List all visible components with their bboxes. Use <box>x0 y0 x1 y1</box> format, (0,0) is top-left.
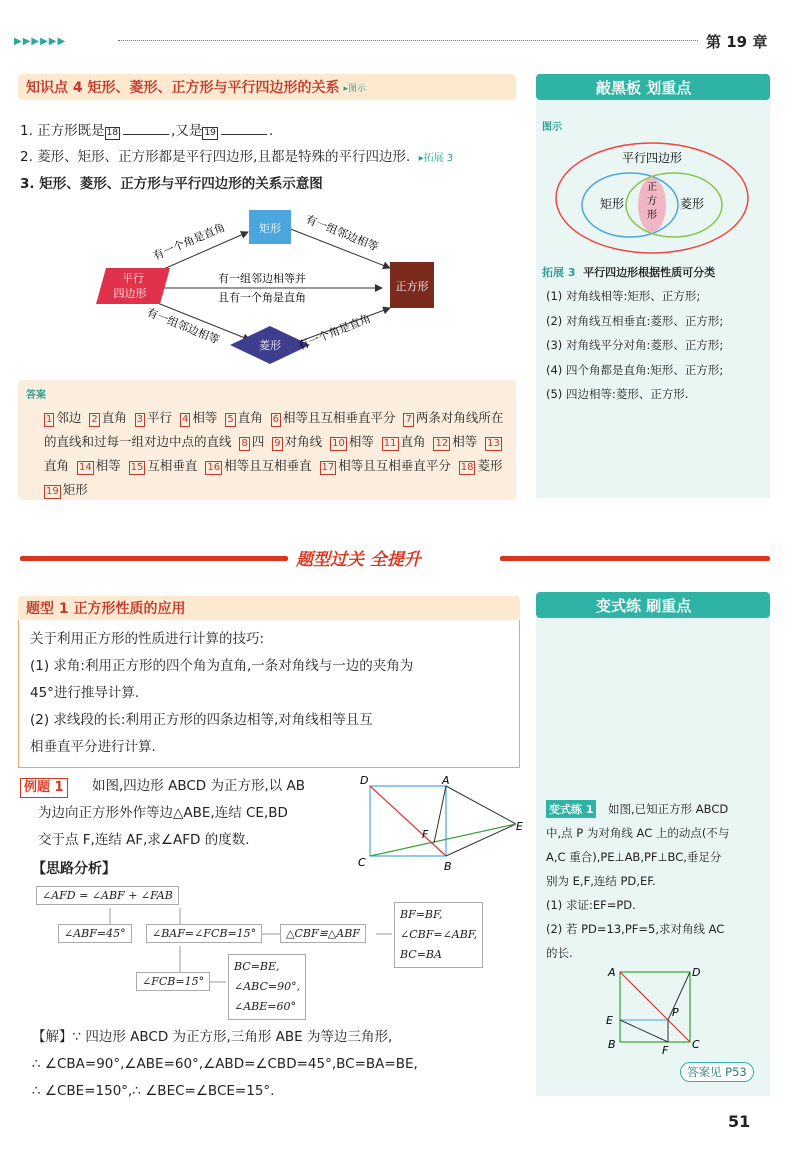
blank-18[interactable] <box>123 134 169 135</box>
venn-diagram <box>552 140 752 258</box>
variant-line: 如图,已知正方形 ABCD <box>608 802 729 816</box>
thinking-label: 【思路分析】 <box>32 861 116 877</box>
edge-mid-1: 有一组邻边相等并 <box>218 272 306 285</box>
edge-top-left: 有一个角是直角 <box>151 220 228 263</box>
flow-box-5-line: BC=BA <box>400 948 442 961</box>
kp-line-1-mid: ,又是 <box>171 123 203 139</box>
fig-D: D <box>360 774 369 787</box>
blank-num-19: 19 <box>204 128 216 138</box>
fig2-E: E <box>606 1014 613 1027</box>
ext-tag: 拓展 3 <box>542 266 576 279</box>
ext-title: 平行四边形根据性质可分类 <box>583 266 716 279</box>
answer-text: 1 邻边 2 直角 3 平行 4 相等 5 直角 6 相等且互相垂直平分 7 两条对角线所在的直线和过每一组对边中点的直线 8 四 9 对角线 10 相等 11 直角 12 相等 13直角 14 相等 15 互相垂直 16 相等且互相垂直 17 相等且互相垂直平分 18 菱形 19 矩形 <box>44 410 511 497</box>
chapter-label: 第 19 章 <box>706 33 768 51</box>
blank-19[interactable] <box>221 134 267 135</box>
kp-line-1-prefix: 1. 正方形既是 <box>20 123 105 139</box>
banner-line-left <box>20 556 288 561</box>
extension-tag[interactable]: ▸拓展 3 <box>418 153 454 164</box>
ext-item: (1) 对角线相等:矩形、正方形; <box>546 289 701 303</box>
fig-E: E <box>516 820 523 833</box>
fig-C: C <box>358 856 366 869</box>
variant-tag: 变式练 1 <box>546 800 596 818</box>
variant-text <box>546 797 766 965</box>
flow-arrows <box>30 900 400 990</box>
square-label: 正方形 <box>395 280 429 293</box>
ext-heading <box>542 264 715 280</box>
flow-box-1: ∠AFD = ∠ABF + ∠FAB <box>36 886 179 905</box>
answer-label: 答案 <box>26 390 46 401</box>
side-panel-1-header: 敲黑板 划重点 <box>536 74 770 100</box>
answer-reference[interactable]: 答案见 P53 <box>680 1062 754 1082</box>
variant-line: 中,点 P 为对角线 AC 上的动点(不与 <box>546 826 730 840</box>
solution-line: 【解】∵ 四边形 ABCD 为正方形,三角形 ABE 为等边三角形, <box>32 1029 393 1045</box>
blank-num-18: 18 <box>106 128 119 138</box>
kp-line-2 <box>20 146 453 170</box>
variant-line: 的长. <box>546 946 573 960</box>
type1-title: 题型 1 正方形性质的应用 <box>26 601 186 617</box>
venn-mid-label-2: 方 <box>647 196 657 207</box>
example-tag: 例题 1 <box>20 778 68 798</box>
flow-box-2: ∠ABF=45° <box>58 924 132 943</box>
fig2-D: D <box>692 966 701 979</box>
header-arrows: ▶▶▶▶▶▶ <box>14 36 67 47</box>
type1-line: (2) 求线段的长:利用正方形的四条边相等,对角线相等且互 <box>30 712 373 728</box>
venn-mid-label-3: 形 <box>647 210 657 221</box>
flow-box-7-line: BC=BE, <box>234 960 280 973</box>
solution-line: ∴ ∠CBE=150°,∴ ∠BEC=∠BCE=15°. <box>32 1083 275 1099</box>
type1-line: 相垂直平分进行计算. <box>30 739 156 755</box>
example-line: 为边向正方形外作等边△ABE,连结 CE,BD <box>38 805 288 821</box>
flow-box-5-line: BF=BF, <box>400 908 443 921</box>
fig-A: A <box>442 774 450 787</box>
knowledge-point-title: 知识点 4 矩形、菱形、正方形与平行四边形的关系 <box>26 80 340 96</box>
fig2-F: F <box>662 1044 669 1056</box>
side-panel-2-header: 变式练 刷重点 <box>536 592 770 618</box>
flow-box-7-line: ∠ABC=90°, <box>234 980 301 993</box>
type1-bar <box>18 596 520 620</box>
edge-bot-right: 有一个角是直角 <box>296 311 373 353</box>
edge-mid-2: 且有一个角是直角 <box>218 291 306 304</box>
variant-figure <box>600 964 710 1056</box>
ext-item: (3) 对角线平分对角:菱形、正方形; <box>546 338 724 352</box>
ext-item: (2) 对角线互相垂直:菱形、正方形; <box>546 313 724 328</box>
type1-line: 45°进行推导计算. <box>30 685 140 701</box>
kp-line-1: 1. 正方形既是 18 ,又是 19 . <box>20 123 274 139</box>
kp-line-2-text: 2. 菱形、矩形、正方形都是平行四边形,且都是特殊的平行四边形. <box>20 149 411 165</box>
header-divider <box>118 40 698 41</box>
flow-box-6: ∠FCB=15° <box>136 972 210 991</box>
type1-line: 关于利用正方形的性质进行计算的技巧: <box>30 631 265 647</box>
flow-box-5-line: ∠CBF=∠ABF, <box>400 928 478 941</box>
fig2-P: P <box>672 1006 679 1019</box>
variant-line: A,C 重合),PE⊥AB,PF⊥BC,垂足分 <box>546 850 722 864</box>
flow-box-3: ∠BAF=∠FCB=15° <box>146 924 262 943</box>
venn-outer-label: 平行四边形 <box>621 151 683 165</box>
edge-bot-left: 有一组邻边相等 <box>144 305 222 347</box>
rhombus-label: 菱形 <box>259 339 281 352</box>
variant-line: 别为 E,F,连结 PD,EF. <box>546 874 656 888</box>
solution <box>32 1024 502 1105</box>
ext-item: (4) 四个角都是直角:矩形、正方形; <box>546 362 724 377</box>
edge-top-right: 有一组邻边相等 <box>303 212 381 254</box>
venn-mid-label-1: 正 <box>647 182 657 193</box>
kp-line-3: 3. 矩形、菱形、正方形与平行四边形的关系示意图 <box>20 176 323 192</box>
banner-title: 题型过关 全提升 <box>296 550 421 570</box>
example-line: 如图,四边形 ABCD 为正方形,以 AB <box>92 778 306 794</box>
fig2-C: C <box>692 1038 700 1051</box>
example-figure <box>356 772 526 872</box>
variant-line: (2) 若 PD=13,PF=5,求对角线 AC <box>546 922 725 936</box>
venn-left-label: 矩形 <box>599 197 625 211</box>
fig2-B: B <box>608 1038 616 1051</box>
flow-box-7-line: ∠ABE=60° <box>234 1000 296 1013</box>
fig2-A: A <box>608 966 616 979</box>
ext-item: (5) 四边相等:菱形、正方形. <box>546 387 689 401</box>
relationship-diagram <box>90 200 450 370</box>
banner-line-right <box>500 556 770 561</box>
knowledge-point-bar <box>18 74 516 100</box>
solution-line: ∴ ∠CBA=90°,∠ABE=60°,∠ABD=∠CBD=45°,BC=BA=BE, <box>32 1056 418 1072</box>
fig-B: B <box>444 860 452 872</box>
diagram-tag[interactable]: ▸图示 <box>343 83 367 94</box>
parallelogram-label-2: 四边形 <box>113 287 147 300</box>
type1-text <box>30 626 480 761</box>
variant-line: (1) 求证:EF=PD. <box>546 898 636 912</box>
parallelogram-label-1: 平行 <box>122 272 144 285</box>
venn-right-label: 菱形 <box>679 197 705 211</box>
page-number: 51 <box>728 1112 751 1131</box>
flow-box-5 <box>394 902 483 968</box>
fig-F: F <box>422 828 429 841</box>
type1-line: (1) 求角:利用正方形的四个角为直角,一条对角线与一边的夹角为 <box>30 658 414 674</box>
rectangle-label: 矩形 <box>259 222 281 235</box>
ext-list <box>546 284 766 407</box>
example-line: 交于点 F,连结 AF,求∠AFD 的度数. <box>38 832 250 848</box>
flow-box-4: △CBF≌△ABF <box>280 924 366 943</box>
side-diagram-tag: 图示 <box>542 122 562 133</box>
